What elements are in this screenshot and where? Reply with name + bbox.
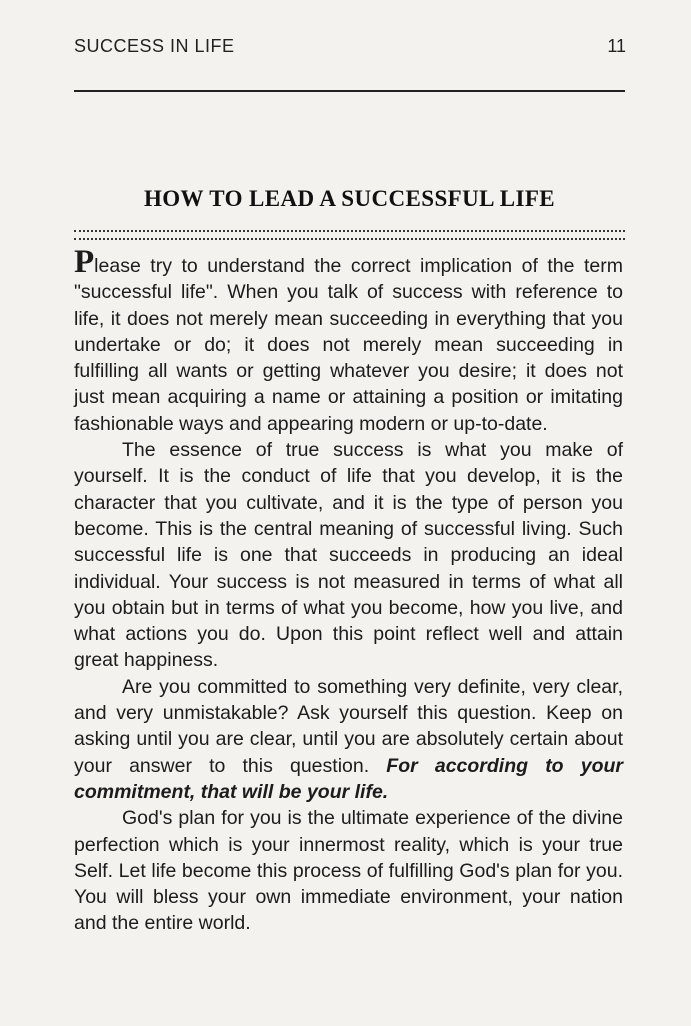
paragraph-2: The essence of true success is what you make of yourself. It is the conduct of life that you develop, it is the character that you cultivate, and it is the type of person you become. This is the central meaning of successful living. Such successful life is one that succeeds in producing an ideal individual. Your success is not measured in terms of what all you obtain but in terms of what you become, how you live, and what actions you do. Upon this point reflect well and attain great happiness. bbox=[74, 439, 623, 672]
body-text bbox=[74, 244, 624, 937]
paragraph-1 bbox=[74, 244, 623, 437]
header-divider bbox=[74, 90, 625, 92]
title-dotted-divider bbox=[74, 230, 625, 240]
chapter-title: HOW TO LEAD A SUCCESSFUL LIFE bbox=[143, 186, 556, 211]
paragraph-3-emphasis: For according to your commitment, that will be your life. bbox=[74, 754, 624, 803]
running-head: SUCCESS IN LIFE bbox=[74, 36, 235, 56]
paragraph-4: God's plan for you is the ultimate experience of the divine perfection which is your innermost reality, which is your true Self. Let life become this process of fulfilling God's plan for you. You will bless your own immediate environment, your nation and the entire world. bbox=[74, 807, 623, 935]
drop-cap: P bbox=[74, 244, 95, 280]
paragraph-1-text: lease try to understand the correct implication of the term "successful life". When you talk of success with reference to life, it does not merely mean succeeding in everything that you undertake or do; it does not merely mean succeeding in fulfilling all wants or getting whatever you desire; it does not just mean acquiring a name or attaining a position or imitating fashionable ways and appearing modern or up-to-date. bbox=[74, 255, 623, 435]
paragraph-3-text: Are you committed to something very definite, very clear, and very unmistakable? Ask yourself this question. Keep on asking until you are clear, until you are absolutely certain about your answer to this question. bbox=[74, 675, 623, 777]
paragraph-3 bbox=[74, 674, 623, 805]
page-number: 11 bbox=[607, 36, 626, 56]
